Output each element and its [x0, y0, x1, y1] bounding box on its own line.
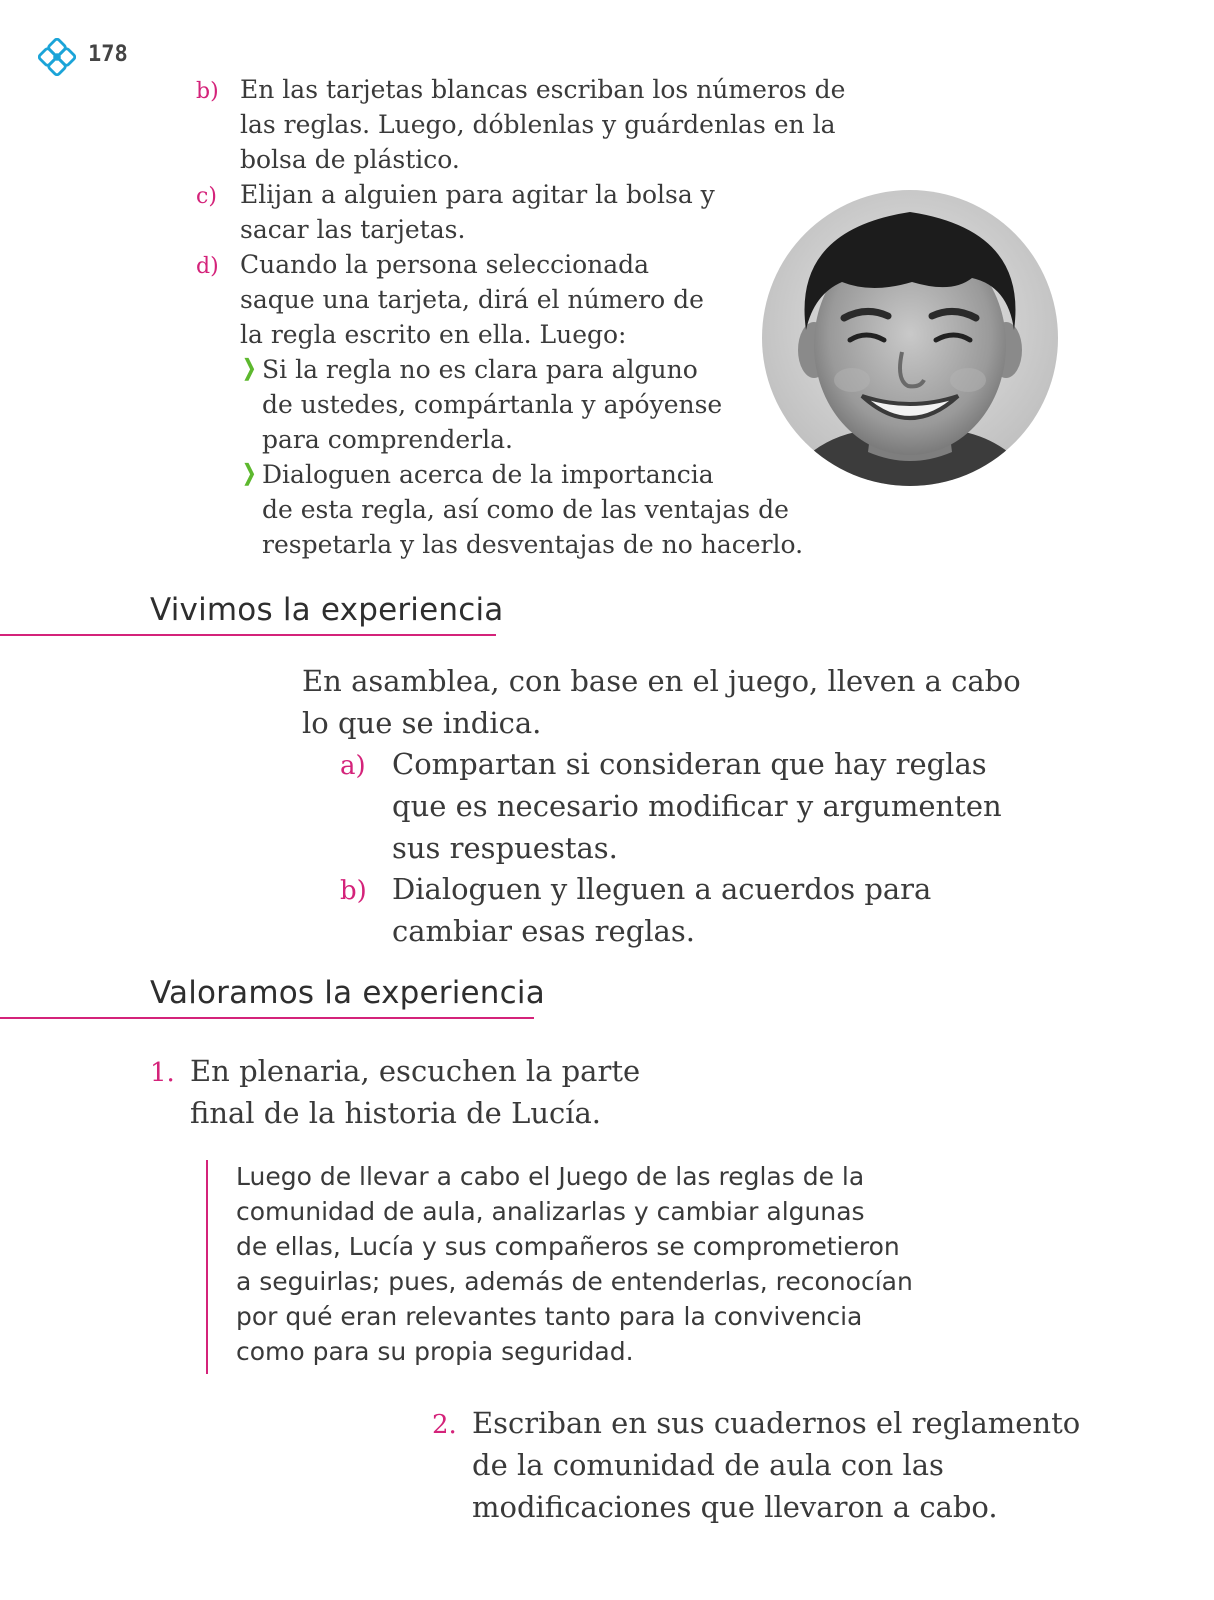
- text-line: final de la historia de Lucía.: [190, 1096, 602, 1130]
- text-line: para comprenderla.: [262, 425, 513, 454]
- section-title-valoramos: Valoramos la experiencia: [150, 975, 545, 1011]
- list-marker-b: b): [340, 876, 367, 906]
- text-line: comunidad de aula, analizarlas y cambiar algunas: [236, 1197, 865, 1226]
- text-line: de la comunidad de aula con las: [472, 1448, 944, 1482]
- chevron-right-icon: ❭: [240, 355, 259, 381]
- bullet-item: [262, 352, 722, 457]
- list-marker-d: d): [196, 254, 219, 279]
- section-title-vivimos: Vivimos la experiencia: [150, 592, 504, 628]
- list-marker-b: b): [196, 79, 219, 104]
- list-item-c: [240, 177, 715, 247]
- text-line: cambiar esas reglas.: [392, 914, 695, 948]
- text-line: que es necesario modificar y argumenten: [392, 789, 1002, 823]
- list-item-b: [240, 72, 845, 177]
- chevron-right-icon: ❭: [240, 460, 259, 486]
- text-line: Compartan si consideran que hay reglas: [392, 747, 987, 781]
- list-marker-a: a): [340, 751, 366, 781]
- text-line: Elijan a alguien para agitar la bolsa y: [240, 180, 715, 209]
- text-line: modificaciones que llevaron a cabo.: [472, 1490, 998, 1524]
- text-line: por qué eran relevantes tanto para la convivencia: [236, 1302, 863, 1331]
- text-line: sus respuestas.: [392, 831, 618, 865]
- list-marker-c: c): [196, 184, 217, 209]
- text-line: En plenaria, escuchen la parte: [190, 1054, 641, 1088]
- list-marker-1: 1.: [150, 1058, 175, 1088]
- text-line: a seguirlas; pues, además de entenderlas, reconocían: [236, 1267, 913, 1296]
- section-underline: [0, 1017, 534, 1019]
- text-line: Escriban en sus cuadernos el reglamento: [472, 1406, 1081, 1440]
- story-quote: [236, 1159, 913, 1369]
- text-line: como para su propia seguridad.: [236, 1337, 634, 1366]
- text-line: En las tarjetas blancas escriban los números de: [240, 75, 846, 104]
- bullet-item: [262, 457, 803, 562]
- text-line: las reglas. Luego, dóblenlas y guárdenlas en la: [240, 110, 836, 139]
- text-line: Si la regla no es clara para alguno: [262, 355, 698, 384]
- flower-knot-icon: [38, 38, 76, 76]
- text-line: Dialoguen acerca de la importancia: [262, 460, 714, 489]
- list-item-d: [240, 247, 704, 352]
- valoramos-item-2: [472, 1402, 1080, 1528]
- page-number: 178: [88, 42, 128, 67]
- boy-portrait-photo: [762, 190, 1058, 486]
- list-marker-2: 2.: [432, 1410, 457, 1440]
- vivimos-item-b: [392, 868, 931, 952]
- text-line: de esta regla, así como de las ventajas de: [262, 495, 789, 524]
- text-line: bolsa de plástico.: [240, 145, 460, 174]
- text-line: Dialoguen y lleguen a acuerdos para: [392, 872, 932, 906]
- text-line: saque una tarjeta, dirá el número de: [240, 285, 704, 314]
- text-line: la regla escrito en ella. Luego:: [240, 320, 627, 349]
- quote-bar: [206, 1160, 208, 1374]
- text-line: sacar las tarjetas.: [240, 215, 466, 244]
- vivimos-item-a: [392, 743, 1002, 869]
- text-line: de ustedes, compártanla y apóyense: [262, 390, 723, 419]
- text-line: Luego de llevar a cabo el Juego de las reglas de la: [236, 1162, 865, 1191]
- text-line: Cuando la persona seleccionada: [240, 250, 650, 279]
- vivimos-intro: [302, 660, 1021, 744]
- text-line: respetarla y las desventajas de no hacerlo.: [262, 530, 804, 559]
- section-underline: [0, 634, 496, 636]
- text-line: En asamblea, con base en el juego, lleven a cabo: [302, 664, 1021, 698]
- text-line: de ellas, Lucía y sus compañeros se comprometieron: [236, 1232, 900, 1261]
- text-line: lo que se indica.: [302, 706, 542, 740]
- valoramos-item-1: [190, 1050, 640, 1134]
